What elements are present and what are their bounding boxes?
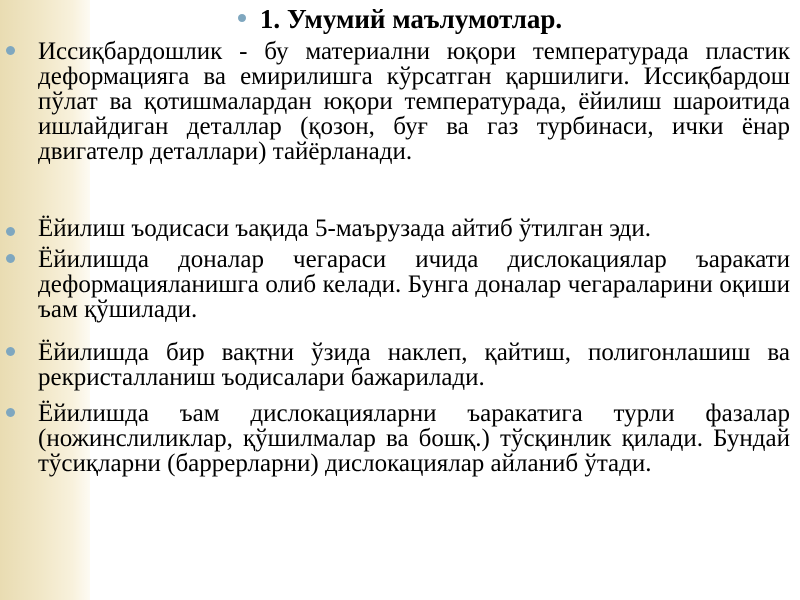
bullet-icon (6, 227, 15, 236)
slide-title: 1. Умумий маълумотлар. (259, 4, 563, 34)
list-item-3: Ёйилишда доналар чегараси ичида дислокациялар ъаракати деформацияланишга олиб келади. Бунга доналар чегараларини оқиши ъам қўшилади. (38, 246, 790, 323)
list-item-2: Ёйилиш ъодисаси ъақида 5-маърузада айтиб ўтилган эди. (38, 215, 652, 242)
list-item-5: Ёйилишда ъам дислокацияларни ъаракатига турли фазалар (ножинслиликлар, қўшилмалар ва бошқ.) тўсқинлик қилади. Бундай тўсиқларни (баррерларни) дислокациялар айланиб ўтади. (38, 400, 790, 477)
slide-title-row (0, 2, 800, 36)
bullet-icon (6, 408, 15, 417)
bullet-icon (6, 347, 15, 356)
list-item-1: Иссиқбардошлик - бу материални юқори температурада пластик деформацияга ва емирилишга кўрсатган қаршилиги. Иссиқбардош пўлат ва қотишмалардан юқори температурада, ёйилиш шароитида ишлайдиган деталлар (қозон, буғ ва газ турбинаси, ички ёнар двигателр деталлари) тайёрланади. (38, 38, 790, 165)
bullet-icon (6, 254, 15, 263)
bullet-icon (6, 46, 15, 55)
title-bullet-icon (238, 14, 246, 22)
list-item-4: Ёйилишда бир вақтни ўзида наклеп, қайтиш, полигонлашиш ва рекристалланиш ъодисалари бажарилади. (38, 339, 790, 391)
